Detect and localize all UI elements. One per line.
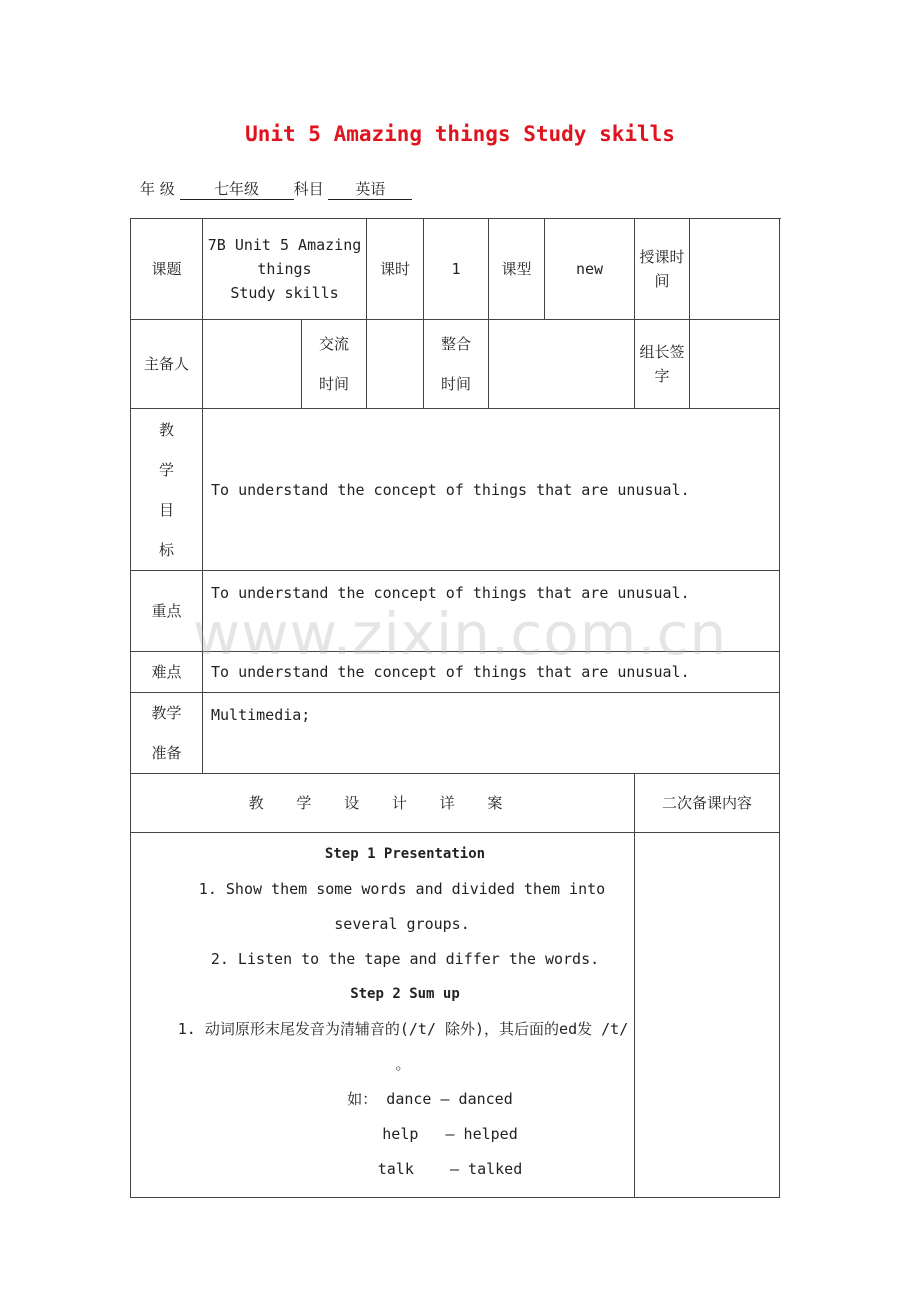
prep-label-line-2: 准备 xyxy=(151,744,182,762)
example-3: talk — talked xyxy=(377,1160,523,1178)
obj-char-4: 标 xyxy=(158,540,174,559)
integration-time-label xyxy=(424,320,489,409)
step1-heading: Step 1 Presentation xyxy=(324,846,486,862)
integration-time-value xyxy=(489,320,635,409)
exchange-time-value xyxy=(367,320,424,409)
design-content-row xyxy=(131,833,780,1198)
exchange-line-2: 时间 xyxy=(318,375,349,393)
topic-value xyxy=(203,219,367,320)
prep-row xyxy=(131,693,780,774)
design-content xyxy=(131,833,635,1198)
difficulties-text: To understand the concept of things that are unusual. xyxy=(203,652,780,693)
header-row-2 xyxy=(131,320,780,409)
integration-line-1: 整合 xyxy=(440,335,471,353)
obj-char-3: 目 xyxy=(158,500,174,519)
example-1-text: dance — danced xyxy=(386,1090,513,1108)
teaching-time-label: 授课时间 xyxy=(635,219,690,320)
preparer-label: 主备人 xyxy=(131,320,203,409)
difficulties-label: 难点 xyxy=(131,652,203,693)
prep-label-line-1: 教学 xyxy=(151,704,182,722)
obj-char-1: 教 xyxy=(158,420,174,439)
second-prep-header: 二次备课内容 xyxy=(635,774,780,833)
topic-line-1: 7B Unit 5 Amazing xyxy=(207,236,362,254)
objectives-text: To understand the concept of things that are unusual. xyxy=(203,409,780,571)
topic-label: 课题 xyxy=(131,219,203,320)
watermark: www.zixin.com.cn xyxy=(192,600,728,668)
example-1 xyxy=(176,1082,634,1117)
document-meta xyxy=(140,178,412,200)
lesson-plan-table xyxy=(130,218,780,1198)
objectives-row xyxy=(131,409,780,571)
grade-label: 年 级 xyxy=(140,180,175,198)
key-points-label: 重点 xyxy=(131,571,203,652)
type-label: 课型 xyxy=(489,219,545,320)
teaching-time-value xyxy=(690,219,780,320)
obj-char-2: 学 xyxy=(158,460,174,479)
topic-line-3: Study skills xyxy=(230,284,339,302)
prep-text: Multimedia; xyxy=(203,693,780,774)
document-title: Unit 5 Amazing things Study skills xyxy=(245,122,675,146)
period-value: 1 xyxy=(424,219,489,320)
design-header-row xyxy=(131,774,780,833)
grade-value: 七年级 xyxy=(180,178,294,200)
second-prep-content xyxy=(635,833,780,1198)
integration-line-2: 时间 xyxy=(440,375,471,393)
header-row-1 xyxy=(131,219,780,320)
example-label: 如： xyxy=(347,1090,378,1108)
subject-value: 英语 xyxy=(328,178,412,200)
objectives-label xyxy=(131,409,203,571)
topic-line-2: things xyxy=(257,260,312,278)
leader-sign-label: 组长签字 xyxy=(635,320,690,409)
step2-item-1: 1. 动词原形末尾发音为清辅音的(/t/ 除外)，其后面的ed发 /t/ 。 xyxy=(177,1020,629,1073)
design-header: 教 学 设 计 详 案 xyxy=(131,774,635,833)
prep-label xyxy=(131,693,203,774)
example-2: help — helped xyxy=(382,1125,518,1143)
leader-sign-value xyxy=(690,320,780,409)
step1-item-1: 1. Show them some words and divided them into several groups. xyxy=(198,880,606,933)
exchange-time-label xyxy=(302,320,367,409)
exchange-line-1: 交流 xyxy=(318,335,349,353)
type-value: new xyxy=(545,219,635,320)
step2-heading: Step 2 Sum up xyxy=(350,986,460,1002)
subject-label: 科目 xyxy=(293,180,324,198)
period-label: 课时 xyxy=(367,219,424,320)
step1-item-2: 2. Listen to the tape and differ the words. xyxy=(210,950,600,968)
preparer-value xyxy=(203,320,302,409)
difficulties-row xyxy=(131,652,780,693)
key-points-row xyxy=(131,571,780,652)
key-points-text: To understand the concept of things that are unusual. xyxy=(203,571,780,652)
